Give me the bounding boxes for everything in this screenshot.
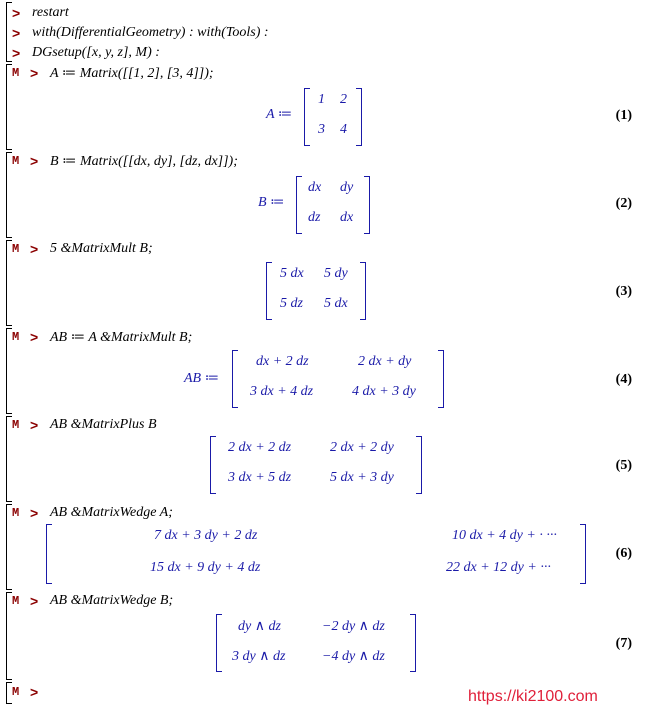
command-text[interactable]: AB &MatrixPlus B xyxy=(50,417,157,432)
command-text[interactable]: AB ≔ A &MatrixMult B; xyxy=(50,330,193,345)
execution-group-5 xyxy=(6,416,642,502)
math-mode-tag: M xyxy=(12,685,20,699)
output-matrix xyxy=(216,614,416,672)
matrix-cell: 4 xyxy=(340,122,347,137)
matrix-cell: dz xyxy=(308,210,321,225)
execution-group-2 xyxy=(6,152,642,238)
matrix-cell: dx xyxy=(308,180,322,195)
matrix-cell: 5 dx xyxy=(324,296,348,311)
equation-number: (5) xyxy=(615,458,632,473)
matrix-cell: 2 dx + dy xyxy=(358,354,412,369)
output-matrix xyxy=(210,436,422,494)
prompt-symbol: > xyxy=(30,153,39,169)
prompt-symbol: > xyxy=(30,684,39,700)
equation-number: (4) xyxy=(615,372,632,387)
prompt-symbol: > xyxy=(30,505,39,521)
matrix-cell: 5 dz xyxy=(280,296,303,311)
prompt-symbol: > xyxy=(30,241,39,257)
matrix-cell: −4 dy ∧ dz xyxy=(322,649,385,664)
prompt-symbol: > xyxy=(30,329,39,345)
output-matrix xyxy=(46,524,586,584)
math-mode-tag: M xyxy=(12,594,20,608)
output-matrix xyxy=(296,176,370,234)
math-mode-tag: M xyxy=(12,242,20,256)
output-matrix xyxy=(304,88,362,146)
matrix-cell: 1 xyxy=(318,92,325,107)
matrix-cell: 5 dy xyxy=(324,266,348,281)
matrix-cell: dx xyxy=(340,210,354,225)
command-text[interactable]: 5 &MatrixMult B; xyxy=(50,241,153,256)
matrix-cell: 2 dx + 2 dy xyxy=(330,440,394,455)
watermark-text: https://ki2100.com xyxy=(468,688,598,705)
prompt-symbol: > xyxy=(12,5,21,21)
prompt-symbol: > xyxy=(12,25,21,41)
output-matrix xyxy=(266,262,366,320)
output-label: B ≔ xyxy=(258,195,285,210)
execution-group-1 xyxy=(6,64,642,150)
command-text[interactable]: AB &MatrixWedge B; xyxy=(50,593,174,608)
prompt-symbol: > xyxy=(30,593,39,609)
output-matrix xyxy=(232,350,444,408)
matrix-cell: 22 dx + 12 dy + ··· xyxy=(446,560,551,575)
matrix-cell: 10 dx + 4 dy + · ··· xyxy=(452,528,557,543)
setup-group xyxy=(6,2,642,62)
matrix-cell: 4 dx + 3 dy xyxy=(352,384,416,399)
command-text[interactable]: with(DifferentialGeometry) : with(Tools) : xyxy=(32,25,269,40)
prompt-symbol: > xyxy=(30,417,39,433)
execution-group-7 xyxy=(6,592,642,680)
execution-group-6 xyxy=(6,504,642,590)
matrix-cell: 2 dx + 2 dz xyxy=(228,440,292,455)
matrix-cell: 3 dy ∧ dz xyxy=(232,649,286,664)
execution-group-4 xyxy=(6,328,642,414)
matrix-cell: dy ∧ dz xyxy=(238,619,281,634)
output-label: AB ≔ xyxy=(184,371,220,386)
math-mode-tag: M xyxy=(12,154,20,168)
prompt-symbol: > xyxy=(12,45,21,61)
math-mode-tag: M xyxy=(12,506,20,520)
matrix-cell: dx + 2 dz xyxy=(256,354,309,369)
prompt-symbol: > xyxy=(30,65,39,81)
equation-number: (7) xyxy=(615,636,632,651)
command-text[interactable]: B ≔ Matrix([[dx, dy], [dz, dx]]); xyxy=(50,154,238,169)
output-label: A ≔ xyxy=(266,107,293,122)
math-mode-tag: M xyxy=(12,66,20,80)
matrix-cell: 3 dx + 5 dz xyxy=(228,470,292,485)
equation-number: (2) xyxy=(615,196,632,211)
matrix-cell: 15 dx + 9 dy + 4 dz xyxy=(150,560,261,575)
equation-number: (6) xyxy=(615,546,632,561)
matrix-cell: 5 dx + 3 dy xyxy=(330,470,394,485)
command-text[interactable]: DGsetup([x, y, z], M) : xyxy=(32,45,160,60)
matrix-cell: −2 dy ∧ dz xyxy=(322,619,385,634)
command-text[interactable]: AB &MatrixWedge A; xyxy=(50,505,173,520)
matrix-cell: dy xyxy=(340,180,354,195)
equation-number: (3) xyxy=(615,284,632,299)
command-text[interactable]: restart xyxy=(32,5,69,20)
math-mode-tag: M xyxy=(12,418,20,432)
matrix-cell: 5 dx xyxy=(280,266,304,281)
matrix-cell: 3 dx + 4 dz xyxy=(250,384,314,399)
matrix-cell: 3 xyxy=(318,122,325,137)
matrix-cell: 2 xyxy=(340,92,347,107)
execution-group-3 xyxy=(6,240,642,326)
math-mode-tag: M xyxy=(12,330,20,344)
equation-number: (1) xyxy=(615,108,632,123)
matrix-cell: 7 dx + 3 dy + 2 dz xyxy=(154,528,258,543)
command-text[interactable]: A ≔ Matrix([[1, 2], [3, 4]]); xyxy=(50,66,214,81)
